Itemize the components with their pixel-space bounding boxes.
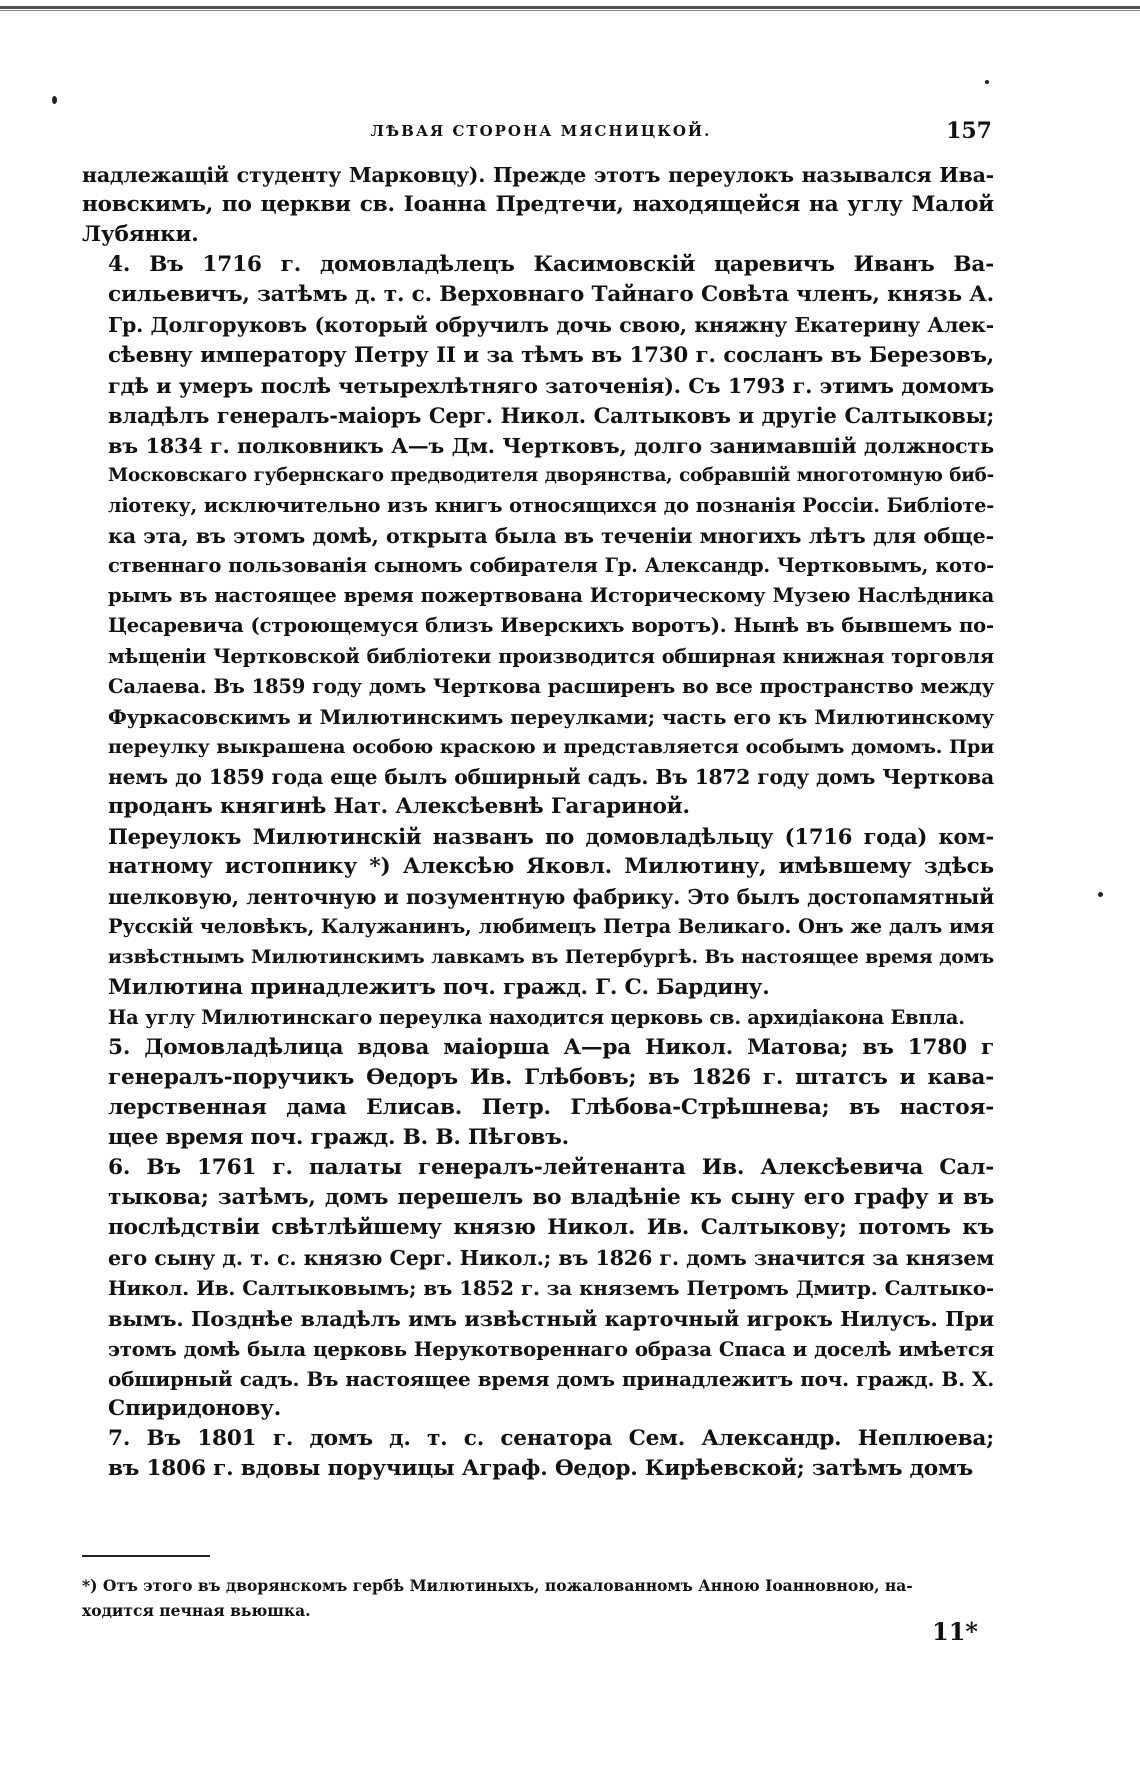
text-line: вымъ. Позднѣе владѣлъ имъ извѣстный карточный игрокъ Нилусъ. При <box>108 1306 994 1331</box>
text-line: немъ до 1859 года еще былъ обширный садъ. Въ 1872 году домъ Черткова <box>108 764 994 789</box>
text-line: ка эта, въ этомъ домѣ, открыта была въ теченіи многихъ лѣтъ для обще- <box>108 524 994 549</box>
text-line: переулку выкрашена особою краскою и представляется особымъ домомъ. При <box>108 735 994 758</box>
paragraph <box>82 1033 994 1153</box>
text-line: Фуркасовскимъ и Милютинскимъ переулками; часть его къ Милютинскому <box>108 704 994 729</box>
text-line: ліотеку, исключительно изъ книгъ относящихся до познанія Россіи. Библіоте- <box>108 494 994 518</box>
paragraph <box>82 160 994 250</box>
text-line: Лубянки. <box>82 222 199 248</box>
text-line: 7. Въ 1801 г. домъ д. т. с. сенатора Сем. Александр. Неплюева; <box>108 1425 994 1451</box>
text-line: генералъ-поручикъ Ѳедоръ Ив. Глѣбовъ; въ 1826 г. штатсъ и кава- <box>108 1064 994 1090</box>
text-line: 4. Въ 1716 г. домовладѣлецъ Касимовскій царевичъ Иванъ Ва- <box>108 252 994 278</box>
text-line: сильевичъ, затѣмъ д. т. с. Верховнаго Тайнаго Совѣта членъ, князь А. <box>108 282 994 308</box>
body-text <box>82 160 994 1484</box>
ink-speck <box>52 96 57 104</box>
text-line: обширный садъ. Въ настоящее время домъ принадлежитъ поч. гражд. В. Х. <box>108 1366 994 1391</box>
text-line: проданъ княгинѣ Нат. Алексѣевнѣ Гагариной. <box>108 793 690 819</box>
text-line: надлежащій студенту Марковцу). Прежде этотъ переулокъ назывался Ива- <box>82 163 994 187</box>
text-line: Московскаго губернскаго предводителя дворянства, собравшій многотомную биб- <box>108 464 994 486</box>
page-header <box>90 118 992 148</box>
text-line: натному истопнику *) Алексѣю Яковл. Милютину, имѣвшему здѣсь <box>108 854 994 880</box>
text-line: Цесаревича (строющемуся близъ Иверскихъ воротъ). Нынѣ въ бывшемъ по- <box>108 614 994 638</box>
text-line: лерственная дама Елисав. Петр. Глѣбова-Стрѣшнева; въ настоя- <box>108 1094 994 1120</box>
text-line: въ 1834 г. полковникъ А—ъ Дм. Чертковъ, долго занимавшій должность <box>108 432 994 458</box>
text-line: рымъ въ настоящее время пожертвована Историческому Музею Наслѣдника <box>108 584 994 608</box>
text-line: Гр. Долгоруковъ (который обручилъ дочь свою, княжну Екатерину Алек- <box>108 313 994 338</box>
text-line: 5. Домовладѣлица вдова маіорша А—ра Никол. Матова; въ 1780 г <box>108 1034 994 1060</box>
text-line: этомъ домѣ была церковь Нерукотвореннаго образа Спаса и доселѣ имѣется <box>108 1336 994 1361</box>
text-line: новскимъ, по церкви св. Іоанна Предтечи, находящейся на углу Малой <box>82 192 994 218</box>
text-line: Милютина принадлежитъ поч. гражд. Г. С. Бардину. <box>108 974 770 1000</box>
top-border-rule <box>0 6 1140 9</box>
text-line: тыкова; затѣмъ, домъ перешелъ во владѣніе къ сыну его графу и въ <box>108 1185 994 1211</box>
text-line: послѣдствіи свѣтлѣйшему князю Никол. Ив. Салтыкову; потомъ къ <box>108 1215 994 1241</box>
text-line: На углу Милютинскаго переулка находится церковь св. архидіакона Евпла. <box>108 1005 965 1029</box>
text-line: щее время поч. гражд. В. В. Пѣговъ. <box>108 1125 569 1150</box>
text-line: извѣстнымъ Милютинскимъ лавкамъ въ Петербургѣ. Въ настоящее время домъ <box>108 946 994 969</box>
text-line: Русскій человѣкъ, Калужанинъ, любимецъ Петра Великаго. Онъ же далъ имя <box>108 915 994 939</box>
text-line: его сыну д. т. с. князю Серг. Никол.; въ 1826 г. домъ значится за князем <box>108 1246 994 1271</box>
signature-mark: 11* <box>932 1617 978 1646</box>
footnote-line: *) Отъ этого въ дворянскомъ гербѣ Милютиныхъ, пожалованномъ Анною Іоанновною, на- <box>82 1576 913 1595</box>
text-line: владѣлъ генералъ-маіоръ Серг. Никол. Салтыковъ и другіе Салтыковы; <box>108 402 994 428</box>
text-line: Салаева. Въ 1859 году домъ Черткова расширенъ во все пространство между <box>108 674 994 698</box>
footnote <box>82 1573 994 1623</box>
paragraph <box>82 250 994 822</box>
text-line: Переулокъ Милютинскій названъ по домовладѣльцу (1716 года) ком- <box>108 824 994 850</box>
running-head: ЛѢВАЯ СТОРОНА МЯСНИЦКОЙ. <box>370 122 712 140</box>
paragraph <box>82 822 994 1003</box>
text-line: Никол. Ив. Салтыковымъ; въ 1852 г. за княземъ Петромъ Дмитр. Салтыко- <box>108 1276 994 1301</box>
text-line: въ 1806 г. вдовы поручицы Аграф. Ѳедор. Кирѣевской; затѣмъ домъ <box>108 1456 973 1482</box>
text-line: мѣщеніи Чертковской библіотеки производится обширная книжная торговля <box>108 644 994 668</box>
text-line: сѣевну императору Петру II и за тѣмъ въ 1730 г. сосланъ въ Березовъ, <box>108 342 994 368</box>
text-line: 6. Въ 1761 г. палаты генералъ-лейтенанта Ив. Алексѣевича Сал- <box>108 1155 994 1181</box>
text-line: шелковую, ленточную и позументную фабрику. Это былъ достопамятный <box>108 885 994 910</box>
top-border-rule-thin <box>0 10 1140 11</box>
footnote-line: ходится печная вьюшка. <box>82 1601 311 1620</box>
page-number: 157 <box>946 118 992 144</box>
text-line: Спиридонову. <box>108 1395 282 1421</box>
ink-speck <box>1098 892 1103 897</box>
paragraph <box>82 1153 994 1424</box>
text-line: гдѣ и умеръ послѣ четырехлѣтняго заточенія). Съ 1793 г. этимъ домомъ <box>108 372 994 398</box>
paragraph <box>82 1424 994 1484</box>
paragraph <box>82 1003 994 1033</box>
footnote-divider <box>82 1555 210 1557</box>
text-line: ственнаго пользованія сыномъ собирателя Гр. Александр. Чертковымъ, кото- <box>108 554 994 578</box>
ink-speck <box>985 80 989 84</box>
